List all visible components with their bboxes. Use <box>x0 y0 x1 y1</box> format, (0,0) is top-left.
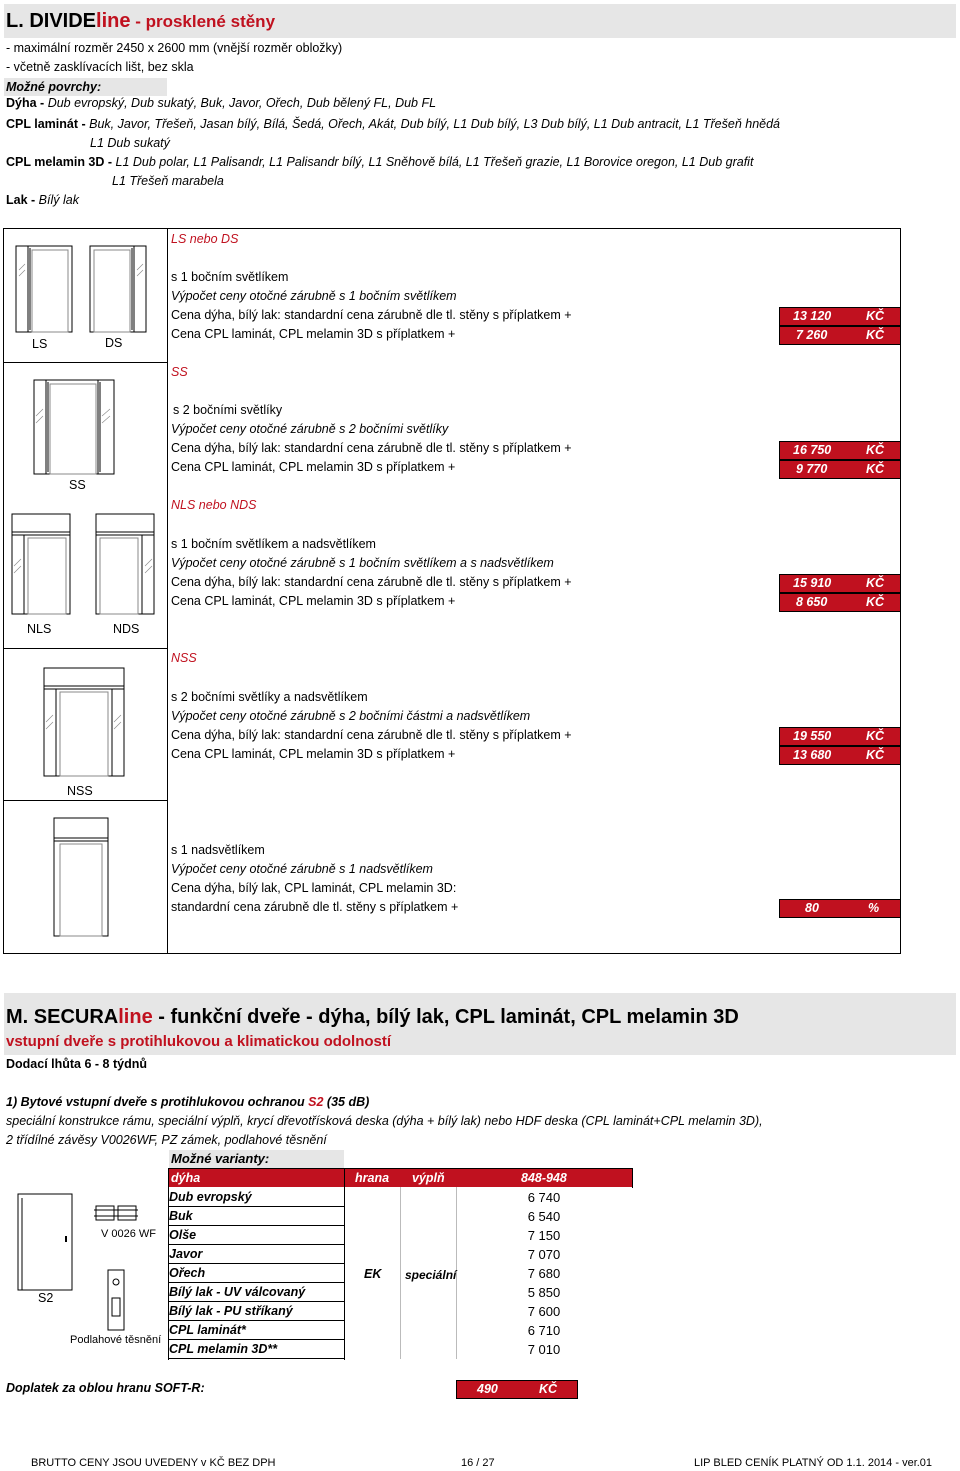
price-ls-ds-cpl: 7 260 KČ <box>779 326 901 345</box>
row-price-6: 7 600 <box>527 1304 561 1319</box>
row-price-1: 6 540 <box>527 1209 561 1224</box>
row-name-3: Javor <box>169 1246 344 1264</box>
variant-title-ls-ds: s 1 bočním světlíkem <box>171 270 289 284</box>
delivery-time: Dodací lhůta 6 - 8 týdnů <box>6 1057 147 1071</box>
row-sep-3 <box>3 648 168 649</box>
row-sep-4 <box>3 800 168 801</box>
col-size: 848-948 <box>521 1171 567 1185</box>
surfaces-label: Možné povrchy: <box>6 80 102 94</box>
row-price-4: 7 680 <box>527 1266 561 1281</box>
row-price-0: 6 740 <box>527 1190 561 1205</box>
table-left-border <box>3 228 4 953</box>
m1-title: 1) Bytové vstupní dveře s protihlukovou ochranou S2 (35 dB) <box>6 1095 370 1109</box>
img-label-nds: NDS <box>113 622 140 636</box>
title-rest: - prosklené stěny <box>130 12 276 31</box>
price-nadsvetlik: 80 % <box>779 899 901 918</box>
row-price-8: 7 010 <box>527 1342 561 1357</box>
section-l-title <box>6 10 275 33</box>
row-name-5: Bílý lak - UV válcovaný <box>169 1284 344 1302</box>
img-label-nls: NLS <box>27 622 52 636</box>
soft-price: 490 KČ <box>456 1380 578 1399</box>
variant-row2-nls-nds: Cena CPL laminát, CPL melamin 3D s příplatkem + <box>171 594 456 608</box>
cpl-line: CPL laminát - Buk, Javor, Třešeň, Jasan bílý, Bílá, Šedá, Ořech, Akát, Dub bílý, L1 Dub bílý, L3 Dub bílý, L1 Dub antracit, L1 Třešeň hnědá <box>6 117 781 131</box>
bullet-1: - maximální rozměr 2450 x 2600 mm (vnější rozměr obložky) <box>6 41 343 55</box>
variant-row2-nadsvetlik: standardní cena zárubně dle tl. stěny s příplatkem + <box>171 900 459 914</box>
row-name-8: CPL melamin 3D** <box>169 1341 344 1359</box>
soft-label: Doplatek za oblou hranu SOFT-R: <box>6 1381 205 1395</box>
col-hrana: hrana <box>355 1171 390 1185</box>
img-label-nss: NSS <box>67 784 93 798</box>
melamin-line: CPL melamin 3D - L1 Dub polar, L1 Palisandr, L1 Palisandr bílý, L1 Sněhově bílá, L1 Třešeň grazie, L1 Borovice oregon, L1 Dub grafit <box>6 155 754 169</box>
col-vypln: výplň <box>412 1171 445 1185</box>
footer-left: BRUTTO CENY JSOU UVEDENY v KČ BEZ DPH <box>31 1457 276 1469</box>
row-sep-1 <box>3 362 168 363</box>
row-name-1: Buk <box>169 1208 344 1226</box>
price-nss-dyha: 19 550 KČ <box>779 727 901 746</box>
price-nss-cpl: 13 680 KČ <box>779 746 901 765</box>
price-ss-dyha: 16 750 KČ <box>779 441 901 460</box>
m1-desc-1: speciální konstrukce rámu, speciální výplň, krycí dřevotřísková deska (dýha + bílý lak) nebo HDF deska (CPL laminát+CPL melamin 3D), <box>6 1114 763 1128</box>
variant-calc-ls-ds: Výpočet ceny otočné zárubně s 1 bočním světlíkem <box>171 289 457 303</box>
lak-line: Lak - Bílý lak <box>6 193 79 207</box>
edge-value: EK <box>364 1267 382 1281</box>
price-ss-cpl: 9 770 KČ <box>779 460 901 479</box>
section-m-subtitle: vstupní dveře s protihlukovou a klimatickou odolností <box>6 1033 392 1050</box>
variant-row2-ls-ds: Cena CPL laminát, CPL melamin 3D s příplatkem + <box>171 327 456 341</box>
variant-title-nadsvetlik: s 1 nadsvětlíkem <box>171 843 265 857</box>
price-ls-ds-dyha: 13 120 KČ <box>779 307 901 326</box>
img-label-s2: S2 <box>38 1291 54 1305</box>
variant-row1-nadsvetlik: Cena dýha, bílý lak, CPL laminát, CPL melamin 3D: <box>171 881 457 895</box>
nss-drawing <box>40 664 130 782</box>
variant-code-ss: SS <box>171 365 188 379</box>
row-name-6: Bílý lak - PU stříkaný <box>169 1303 344 1321</box>
tbl-right <box>632 1168 633 1188</box>
tbl-top <box>168 1168 633 1169</box>
variant-code-nss: NSS <box>171 651 197 665</box>
variant-calc-nss: Výpočet ceny otočné zárubně s 2 bočními částmi a nadsvětlíkem <box>171 709 531 723</box>
s2-images <box>14 1190 174 1350</box>
price-nls-nds-dyha: 15 910 KČ <box>779 574 901 593</box>
img-label-seal: Podlahové těsnění <box>70 1334 162 1346</box>
table-bottom-border <box>3 953 901 954</box>
img-label-ds: DS <box>105 336 123 350</box>
m-title-brand: line <box>118 1006 153 1028</box>
row-name-7: CPL laminát* <box>169 1322 344 1340</box>
tbl-col-sep <box>344 1168 345 1360</box>
col-dyha: dýha <box>171 1171 201 1185</box>
m-title-rest: - funkční dveře - dýha, bílý lak, CPL laminát, CPL melamin 3D <box>152 1006 739 1028</box>
row-name-0: Dub evropský <box>169 1189 344 1207</box>
variant-title-nss: s 2 bočními světlíky a nadsvětlíkem <box>171 690 368 704</box>
variant-title-nls-nds: s 1 bočním světlíkem a nadsvětlíkem <box>171 537 376 551</box>
variant-row2-ss: Cena CPL laminát, CPL melamin 3D s příplatkem + <box>171 460 456 474</box>
variant-calc-nls-nds: Výpočet ceny otočné zárubně s 1 bočním světlíkem a s nadsvětlíkem <box>171 556 554 570</box>
variant-title-ss: s 2 bočními světlíky <box>173 403 283 417</box>
row-name-2: Olše <box>169 1227 344 1245</box>
m1-desc-2: 2 třídílné závěsy V0026WF, PZ zámek, podlahové těsnění <box>6 1133 327 1147</box>
fill-value: speciální <box>405 1268 457 1282</box>
variants-table-header <box>169 1169 632 1187</box>
img-label-ls: LS <box>32 337 48 351</box>
row-price-5: 5 850 <box>527 1285 561 1300</box>
row-price-2: 7 150 <box>527 1228 561 1243</box>
variant-row1-nss: Cena dýha, bílý lak: standardní cena zárubně dle tl. stěny s příplatkem + <box>171 728 572 742</box>
m-title-prefix: M. SECURA <box>6 1006 119 1028</box>
dyha-line: Dýha - Dub evropský, Dub sukatý, Buk, Javor, Ořech, Dub bělený FL, Dub FL <box>6 96 437 110</box>
cpl-line-2: L1 Dub sukatý <box>90 136 170 150</box>
nadsvetlik-drawing <box>50 814 114 940</box>
row-price-7: 6 710 <box>527 1323 561 1338</box>
melamin-line-2: L1 Třešeň marabela <box>112 174 224 188</box>
ls-ds-drawing <box>10 240 160 340</box>
variant-code-nls-nds: NLS nebo NDS <box>171 498 257 512</box>
row-name-4: Ořech <box>169 1265 344 1283</box>
bullet-2: - včetně zasklívacích lišt, bez skla <box>6 60 194 74</box>
variant-row2-nss: Cena CPL laminát, CPL melamin 3D s příplatkem + <box>171 747 456 761</box>
ss-drawing <box>30 376 140 480</box>
variant-row1-ss: Cena dýha, bílý lak: standardní cena zárubně dle tl. stěny s příplatkem + <box>171 441 572 455</box>
section-m-title <box>6 1006 739 1029</box>
footer-right: LIP BLED CENÍK PLATNÝ OD 1.1. 2014 - ver.01 <box>694 1457 933 1469</box>
img-label-ss: SS <box>69 478 86 492</box>
table-mid-border <box>167 228 168 953</box>
title-prefix: L. DIVIDE <box>6 10 97 32</box>
nls-nds-drawing <box>8 510 158 620</box>
variant-code-ls-ds: LS nebo DS <box>171 232 239 246</box>
table-top-border <box>3 228 901 229</box>
tbl-col-sep-2 <box>400 1187 401 1359</box>
title-brand: line <box>96 10 131 32</box>
price-nls-nds-cpl: 8 650 KČ <box>779 593 901 612</box>
row-price-3: 7 070 <box>527 1247 561 1262</box>
variant-calc-nadsvetlik: Výpočet ceny otočné zárubně s 1 nadsvětlíkem <box>171 862 433 876</box>
footer-page: 16 / 27 <box>461 1457 495 1469</box>
variant-row1-nls-nds: Cena dýha, bílý lak: standardní cena zárubně dle tl. stěny s příplatkem + <box>171 575 572 589</box>
variant-calc-ss: Výpočet ceny otočné zárubně s 2 bočními světlíky <box>171 422 449 436</box>
variants-label: Možné varianty: <box>171 1151 270 1166</box>
variant-row1-ls-ds: Cena dýha, bílý lak: standardní cena zárubně dle tl. stěny s příplatkem + <box>171 308 572 322</box>
img-label-hinge: V 0026 WF <box>101 1228 157 1240</box>
